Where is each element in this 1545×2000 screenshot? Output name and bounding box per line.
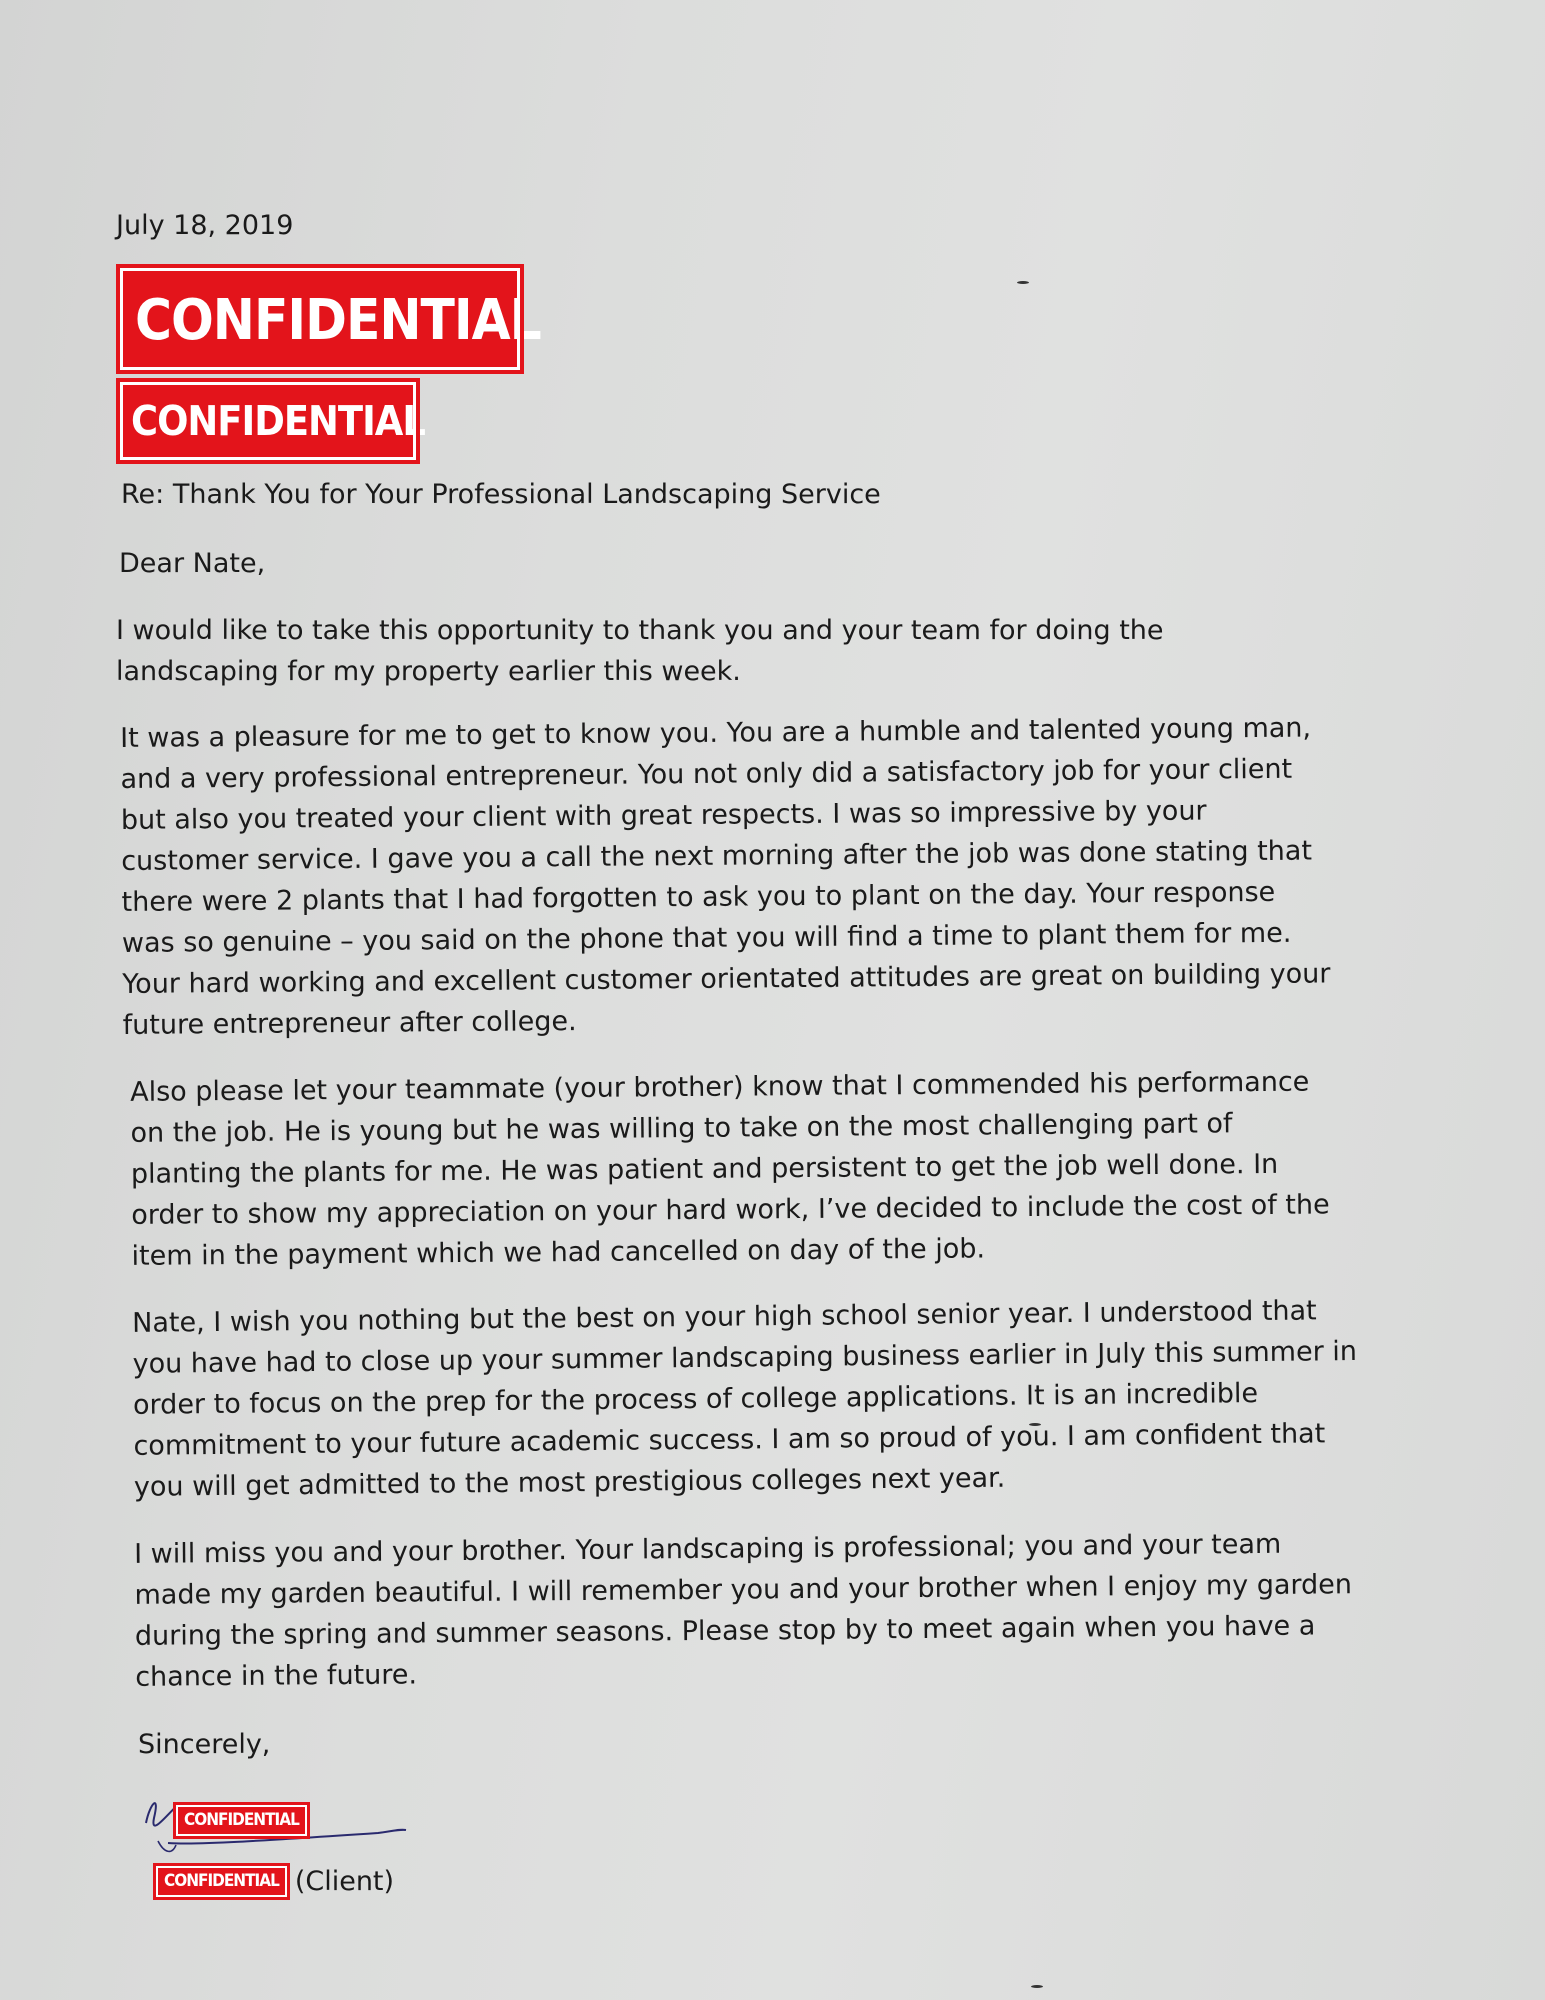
client-name-line — [156, 1861, 394, 1902]
paragraph-thanks: I would like to take this opportunity to thank you and your team for doing the landscaping for my property earlier this week. — [116, 615, 1164, 687]
paragraph-farewell: I will miss you and your brother. Your landscaping is professional; you and your team made my garden beautiful. I will remember you and your brother when I enjoy my garden during the spring and summer seasons. Please stop by to meet again when you have a chance in the future. — [134, 1528, 1353, 1693]
confidential-redaction-large: CONFIDENTIAL — [120, 268, 520, 370]
letter-date: July 18, 2019 — [116, 210, 294, 241]
paragraph-senior-year: Nate, I wish you nothing but the best on your high school senior year. I understood that you have had to close up your summer landscaping business earlier in July this summer in order to focus on the prep for the process of college applications. It is an incredible commitment to your future academic success. I am so proud of you. I am confident that you will get admitted to the most prestigious colleges next year. — [132, 1295, 1358, 1503]
letter-body — [116, 205, 1396, 1903]
letter-closing: Sincerely, — [138, 1729, 271, 1760]
signature-block — [138, 1783, 1396, 1903]
letter-greeting: Dear Nate, — [119, 548, 266, 579]
confidential-redaction-signature: CONFIDENTIAL — [176, 1805, 307, 1836]
client-label: (Client) — [294, 1866, 395, 1897]
paragraph-brother: Also please let your teammate (your brother) know that I commended his performance on the job. He is young but he was willing to take on the most challenging part of planting the plants for me. He was patient and persistent to get the job well done. In order to show my appreciation on your hard work, I’ve decided to include the cost of the item in the payment which we had cancelled on day of the job. — [130, 1066, 1330, 1272]
confidential-redaction-medium: CONFIDENTIAL — [120, 382, 416, 460]
letter-subject: Re: Thank You for Your Professional Landscaping Service — [121, 479, 881, 510]
paper-speck — [1031, 1985, 1043, 1988]
confidential-redaction-name: CONFIDENTIAL — [156, 1866, 287, 1897]
paragraph-praise: It was a pleasure for me to get to know you. You are a humble and talented young man, and a very professional entrepreneur. You not only did a satisfactory job for your client but also you treated your client with great respects. I was so impressive by your customer service. I gave you a call the next morning after the job was done stating that there were 2 plants that I had forgotten to ask you to plant on the day. Your response was so genuine – you said on the phone that you will find a time to plant them for me. Your hard working and excellent customer orientated attitudes are great on building your future entrepreneur after college. — [120, 712, 1331, 1041]
